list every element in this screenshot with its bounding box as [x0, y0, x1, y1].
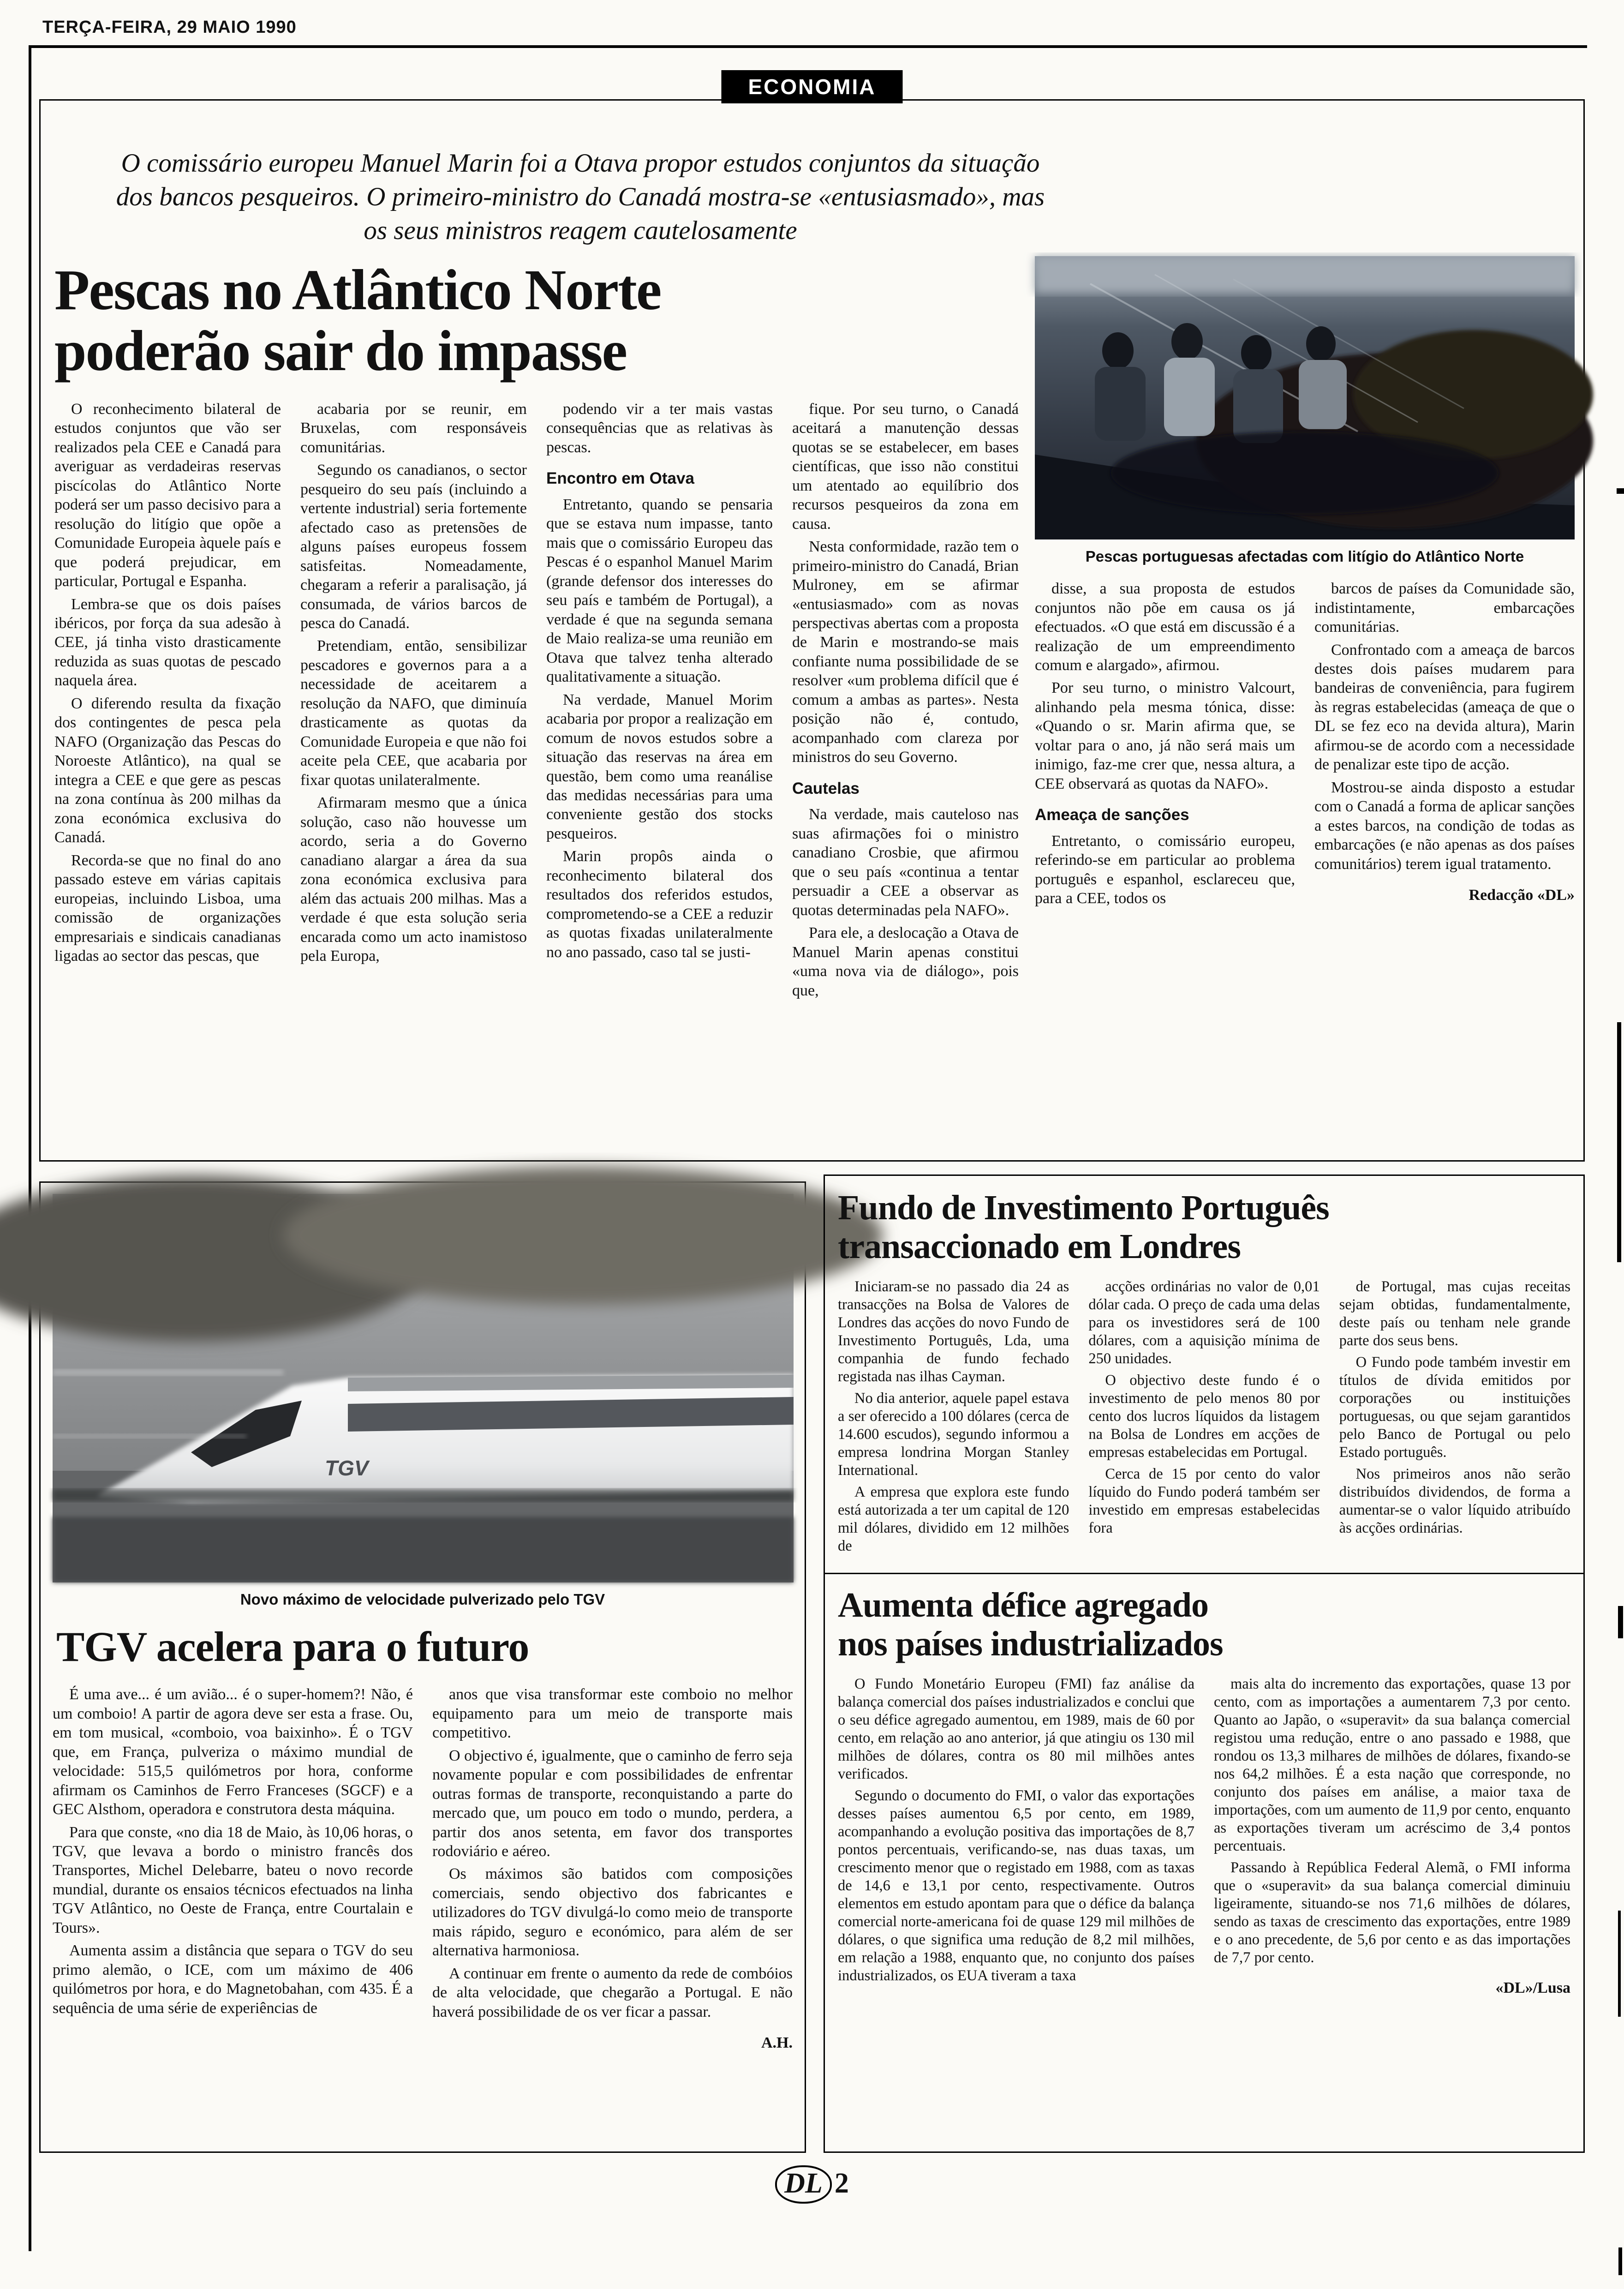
column-paragraph: Entretanto, quando se pensaria que se estava num impasse, tanto mais que o comissário Europeu das Pescas é o espanhol Manuel Marim (grande defensor dos interesses do seu país e também de Portugal), a verdade é que na segunda semana de Maio realiza-se uma reunião em Otava que talvez tenha alterado qualitativamente a situação. — [546, 496, 773, 686]
page-footer — [0, 2165, 1624, 2204]
column-paragraph: A continuar em frente o aumento da rede de combóios de alta velocidade, que chegarão a Portugal. E não haverá possibilidade de os ver ficar a passar. — [432, 1965, 793, 2020]
article-column — [792, 400, 1019, 1004]
column-paragraph: Lembra-se que os dois países ibéricos, por força da sua adesão à CEE, já tinha visto drasticamente reduzida as suas quotas de pescado naquela área. — [54, 595, 281, 689]
column-paragraph: Aumenta assim a distância que separa o TGV do seu primo alemão, o ICE, com um máximo de 406 quilómetros por hora, e do Magnetobahan, com 435. É a sequência de uma série de experiências de — [53, 1942, 413, 2017]
article-column — [432, 1685, 793, 2052]
column-paragraph: É uma ave... é um avião... é o super-homem?! Não, é um comboio! A partir de agora deve ser esta a frase. Ou, em tom musical, «comboio, voa baixinho». É o TGV que, em França, pulveriza o máximo mundial de velocidade: 515,5 quilómetros por hora, conforme afirmam os Caminhos de Ferro Franceses (SGCF) e a GEC Alsthom, operadora e construtora desta máquina. — [53, 1686, 413, 1818]
article-pescas-left — [54, 256, 1019, 1004]
fishing-photo-image — [1035, 256, 1575, 539]
article-column — [1314, 579, 1575, 912]
column-paragraph: Afirmaram mesmo que a única solução, caso não houvesse um acordo, seria a do Governo canadiano alargar a área da sua zona económica exclusiva para além das actuais 200 milhas. Mas a verdade é que esta solução seria encarada como um acto inamistoso pela Europa, — [300, 794, 527, 965]
column-paragraph: mais alta do incremento das exportações, quase 13 por cento, com as importações a aumentarem 7,3 por cento. Quanto ao Japão, o «superavit» da sua balança comercial registou uma redução, entre o ano passado e 1988, que rondou os 13,3 milhares de milhões de dólares, fixando-se nos 64,2 milhões. É a esta nação que corresponde, no conjunto dos países em análise, a maior taxa de importações, com um aumento de 11,9 por cento, enquanto as exportações tiveram um acréscimo de 3,4 pontos percentuais. — [1214, 1676, 1570, 1855]
column-paragraph: O objectivo deste fundo é o investimento de pelo menos 80 por cento dos lucros líquidos da listagem na Bolsa de Londres em acções de empresas estabelecidas em Portugal. — [1088, 1372, 1320, 1461]
article-column — [1214, 1675, 1570, 1998]
article-tgv — [39, 1181, 806, 2153]
article-column — [838, 1675, 1194, 1998]
column-paragraph: Confrontado com a ameaça de barcos destes dois países mudarem para bandeiras de conveniência, para fugirem às regras estabelecidas (ameaça de que o DL se fez eco na devida altura), Marin afirmou-se de acordo com a necessidade de penalizar este tipo de acção. — [1314, 641, 1575, 773]
column-paragraph: Recorda-se que no final do ano passado esteve em várias capitais europeias, incluindo Lisboa, uma comissão de organizações empresariais e sindicais canadianas ligadas ao sector das pescas, que — [54, 851, 281, 965]
column-paragraph: O objectivo é, igualmente, que o caminho de ferro seja novamente popular e com possibilidades de enfrentar outras formas de transporte, reconquistando a parte do mercado que, um pouco em todo o mundo, perdera, a partir dos anos setenta, em favor dos transportes rodoviário e aéreo. — [432, 1747, 793, 1860]
column-paragraph: Nesta conformidade, razão tem o primeiro-ministro do Canadá, Brian Mulroney, em se afirmar «entusiasmado» com as novas perspectivas abertas com a proposta de Marin e mostrando-se mais confiante numa possibilidade de se resolver «um problema difícil que é comum a ambas as partes». Nesta posição não é, contudo, acompanhado com clareza por ministros do seu Governo. — [792, 538, 1019, 766]
article-column — [54, 400, 281, 1004]
column-paragraph: Nos primeiros anos não serão distribuídos dividendos, de forma a aumentar-se o valor líquido atribuído às acções ordinárias. — [1339, 1466, 1570, 1537]
column-paragraph: Mostrou-se ainda disposto a estudar com o Canadá a forma de aplicar sanções a estes barcos, na condição de todas as embarcações (e não apenas as dos países comunitários) terem igual tratamento. — [1314, 779, 1575, 873]
column-paragraph: disse, a sua proposta de estudos conjuntos não põe em causa os já efectuados. «O que está em discussão é a realização de um empreendimento comum e alargado», afirmou. — [1035, 580, 1295, 674]
column-paragraph: Iniciaram-se no passado dia 24 as transacções na Bolsa de Valores de Londres das acções do novo Fundo de Investimento Português, Lda, uma companhia de fundo fechado registada nas ilhas Cayman. — [838, 1278, 1069, 1385]
defice-byline: «DL»/Lusa — [1495, 1979, 1570, 1997]
article-column — [53, 1685, 413, 2052]
column-subhead: Ameaça de sanções — [1035, 806, 1189, 824]
scan-artifact — [1618, 1911, 1621, 2017]
pescas-byline: Redacção «DL» — [1469, 887, 1575, 904]
column-paragraph: fique. Por seu turno, o Canadá aceitará a manutenção dessas quotas se se estabelecer, em bases científicas, que isso não constitui um atentado ao equilíbrio dos recursos pesqueiros da zona em causa. — [792, 400, 1019, 533]
fishing-photo — [1035, 256, 1575, 539]
article-column — [1035, 579, 1295, 912]
column-paragraph: O reconhecimento bilateral de estudos conjuntos que vão ser realizados pela CEE e Canadá para averiguar as verdadeiras reservas piscícolas do Atlântico Norte poderá ser um passo decisivo para a resolução do litígio que opõe a Comunidade Europeia àquele país e que poderá prejudicar, em particular, Portugal e Espanha. — [54, 400, 281, 590]
page-number: 2 — [834, 2168, 849, 2199]
fishing-photo-caption: Pescas portuguesas afectadas com litígio do Atlântico Norte — [1085, 547, 1524, 565]
article-column — [300, 400, 527, 1004]
column-paragraph: O diferendo resulta da fixação dos contingentes de pesca pela NAFO (Organização das Pescas do Noroeste Atlântico), na qual se integra a CEE e que gere as pescas na zona contínua às 200 milhas da zona económica exclusiva do Canadá. — [54, 695, 281, 846]
column-paragraph: Marin propôs ainda o reconhecimento bilateral dos resultados dos referidos estudos, comprometendo-se a CEE a reduzir as quotas fixadas unilateralmente no ano passado, caso tal se justi- — [546, 848, 773, 961]
column-paragraph: acabaria por se reunir, em Bruxelas, com responsáveis comunitárias. — [300, 400, 527, 456]
column-subhead: Cautelas — [792, 779, 860, 797]
article-pescas — [39, 75, 1585, 1162]
column-paragraph: Para que conste, «no dia 18 de Maio, às 10,06 horas, o TGV, que levava a bordo o ministro francês dos Transportes, Michel Delebarre, bateu o novo recorde mundial, durante os ensaios técnicos efectuados na linha TGV Atlântico, no Oeste de França, entre Courtalain e Tours». — [53, 1823, 413, 1936]
scan-artifact — [1617, 488, 1624, 494]
fundo-headline-line1: Fundo de Investimento Português — [838, 1188, 1329, 1227]
tgv-photo-label: TGV — [325, 1456, 369, 1480]
column-paragraph: acções ordinárias no valor de 0,01 dólar cada. O preço de cada uma delas para os investidores será de 100 dólares, com a aquisição mínima de 250 unidades. — [1088, 1278, 1320, 1367]
tgv-photo-image — [53, 1194, 794, 1582]
column-paragraph: de Portugal, mas cujas receitas sejam obtidas, fundamentalmente, deste país ou tenham nele grande parte dos seus bens. — [1339, 1278, 1570, 1349]
defice-headline-line2: nos países industrializados — [838, 1624, 1223, 1663]
pescas-columns-left — [54, 400, 1019, 1004]
column-paragraph: A empresa que explora este fundo está autorizada a ter um capital de 120 mil dólares, dividido em 12 milhões de — [838, 1484, 1069, 1555]
page-date: TERÇA-FEIRA, 29 MAIO 1990 — [42, 18, 297, 37]
article-column — [1339, 1278, 1570, 1559]
article-pescas-right — [1035, 256, 1575, 1004]
article-column — [546, 400, 773, 1004]
scan-artifact — [1617, 1022, 1621, 1262]
column-paragraph: Passando à República Federal Alemã, o FMI informa que o «superavit» da sua balança comercial diminuiu ligeiramente, situando-se nos 71,6 milhões de dólares, sendo as taxas de crescimento das exportações, entre 1989 e o ano precedente, de 5,6 por cento e as das importações de 7,7 por cento. — [1214, 1859, 1570, 1966]
column-paragraph: Cerca de 15 por cento do valor líquido do Fundo poderá também ser investido em empresas estabelecidas fora — [1088, 1466, 1320, 1537]
top-rule — [29, 45, 1587, 48]
column-paragraph: O Fundo pode também investir em títulos de dívida emitidos por corporações ou instituições portuguesas, ou que sejam garantidos pelo Banco de Portugal ou pelo Estado português. — [1339, 1354, 1570, 1461]
tgv-byline: A.H. — [761, 2034, 793, 2052]
section-tag: ECONOMIA — [722, 70, 903, 103]
article-column — [1088, 1278, 1320, 1559]
tgv-photo-caption: Novo máximo de velocidade pulverizado pelo TGV — [240, 1591, 605, 1608]
column-paragraph: No dia anterior, aquele papel estava a ser oferecido a 100 dólares (cerca de 14.600 escudos), segundo informou a empresa londrina Morgan Stanley International. — [838, 1390, 1069, 1479]
tgv-photo — [53, 1194, 794, 1582]
defice-headline — [838, 1586, 1570, 1663]
column-paragraph: anos que visa transformar este comboio no melhor equipamento para um meio de transporte mais competitivo. — [432, 1686, 793, 1742]
article-fundo — [838, 1189, 1570, 1559]
fundo-headline — [838, 1189, 1570, 1266]
tgv-headline: TGV acelera para o futuro — [56, 1623, 529, 1671]
column-paragraph: barcos de países da Comunidade são, indistintamente, embarcações comunitárias. — [1314, 580, 1575, 636]
column-paragraph: Na verdade, Manuel Morim acabaria por propor a realização em comum de novos estudos sobre a situação das reservas na área em questão, bem como uma reanálise das medidas necessárias para uma conveniente gestão dos stocks pesqueiros. — [546, 691, 773, 842]
column-paragraph: Os máximos são batidos com composições comerciais, sendo objectivo dos fabricantes e utilizadores do TGV divulgá-lo como meio de transporte mais rápido, seguro e económico, para além de ser alternativa harmoniosa. — [432, 1865, 793, 1959]
main-headline-line1: Pescas no Atlântico Norte — [54, 258, 661, 322]
article-column-text — [1314, 579, 1575, 874]
column-paragraph: Na verdade, mais cauteloso nas suas afirmações foi o ministro canadiano Crosbie, que afirmou que o seu país «continua a tentar persuadir a CEE a observar as quotas determinadas pela NAFO». — [792, 806, 1019, 919]
article-column-text — [1214, 1675, 1570, 1967]
fundo-headline-line2: transaccionado em Londres — [838, 1227, 1241, 1266]
left-rule — [29, 45, 31, 2251]
scan-artifact — [1618, 2247, 1622, 2275]
article-divider-rule — [825, 1573, 1583, 1574]
column-paragraph: Segundo o documento do FMI, o valor das exportações desses países aumentou 6,5 por cento, em 1989, acompanhando a evolução positiva das importações de 8,7 pontos percentuais, verificando-se, nas duas taxas, um crescimento menor que o registado em 1988, com as taxas de 14,6 e 13,1 por cento, respectivamente. Outros elementos em estudo apontam para que o défice da balança comercial norte-americana foi de quase 129 mil milhões de dólares, o que significa uma redução de 8,2 mil milhões, em relação a 1988, enquanto que, no conjunto dos países industrializados, os EUA tiveram a taxa — [838, 1787, 1194, 1984]
column-paragraph: Por seu turno, o ministro Valcourt, alinhando pela mesma tónica, disse: «Quando o sr. Marin afirma que, se voltar para o ano, já não será mais um inimigo, faz-me crer que, nessa altura, a CEE observará as quotas da NAFO». — [1035, 679, 1295, 792]
newspaper-logo: DL — [775, 2165, 832, 2204]
article-pescas-body — [54, 256, 1575, 1004]
column-paragraph: Para ele, a deslocação a Otava de Manuel Marin apenas constitui «uma nova via de diálogo», pois que, — [792, 924, 1019, 999]
pescas-columns-right — [1035, 579, 1575, 912]
scan-artifact — [1618, 1606, 1623, 1638]
article-column-text — [432, 1685, 793, 2021]
column-paragraph: O Fundo Monetário Europeu (FMI) faz análise da balança comercial dos países industrializados e conclui que o seu défice agregado aumentou, em 1989, mais de 60 por cento, em relação ao ano anterior, já que atingiu os 130 mil milhões de dólares, contra os 80 mil milhões antes verificados. — [838, 1676, 1194, 1783]
defice-columns — [838, 1675, 1570, 1998]
main-headline-line2: poderão sair do impasse — [54, 319, 627, 383]
column-paragraph: Pretendiam, então, sensibilizar pescadores e governos para a a necessidade de aceitarem a resolução da NAFO, que diminuía drasticamente as quotas da Comunidade Europeia e que não foi aceite pela CEE, que acabaria por fixar quotas unilateralmente. — [300, 637, 527, 789]
article-defice — [838, 1586, 1570, 1998]
tgv-columns — [53, 1685, 793, 2052]
article-column — [838, 1278, 1069, 1559]
defice-headline-line1: Aumenta défice agregado — [838, 1586, 1209, 1625]
main-headline — [54, 260, 1019, 382]
standfirst: O comissário europeu Manuel Marin foi a Otava propor estudos conjuntos da situação dos bancos pesqueiros. O primeiro-ministro do Canadá mostra-se «entusiasmado», mas os seus ministros reagem cautelosamente — [116, 149, 1045, 245]
column-paragraph: podendo vir a ter mais vastas consequências que as relativas às pescas. — [546, 400, 773, 456]
fundo-columns — [838, 1278, 1570, 1559]
column-subhead: Encontro em Otava — [546, 469, 694, 488]
lower-right-articles — [824, 1174, 1585, 2153]
column-paragraph: Segundo os canadianos, o sector pesqueiro do seu país (incluindo a vertente industrial) seria fortemente afectado caso as pretensões de alguns países europeus fossem satisfeitas. Nomeadamente, chegaram a referir a paralisação, já consumada, de vários barcos de pesca do Canadá. — [300, 461, 527, 632]
column-paragraph: Entretanto, o comissário europeu, referindo-se em particular ao problema português e espanhol, esclareceu que, para a CEE, todos os — [1035, 832, 1295, 907]
